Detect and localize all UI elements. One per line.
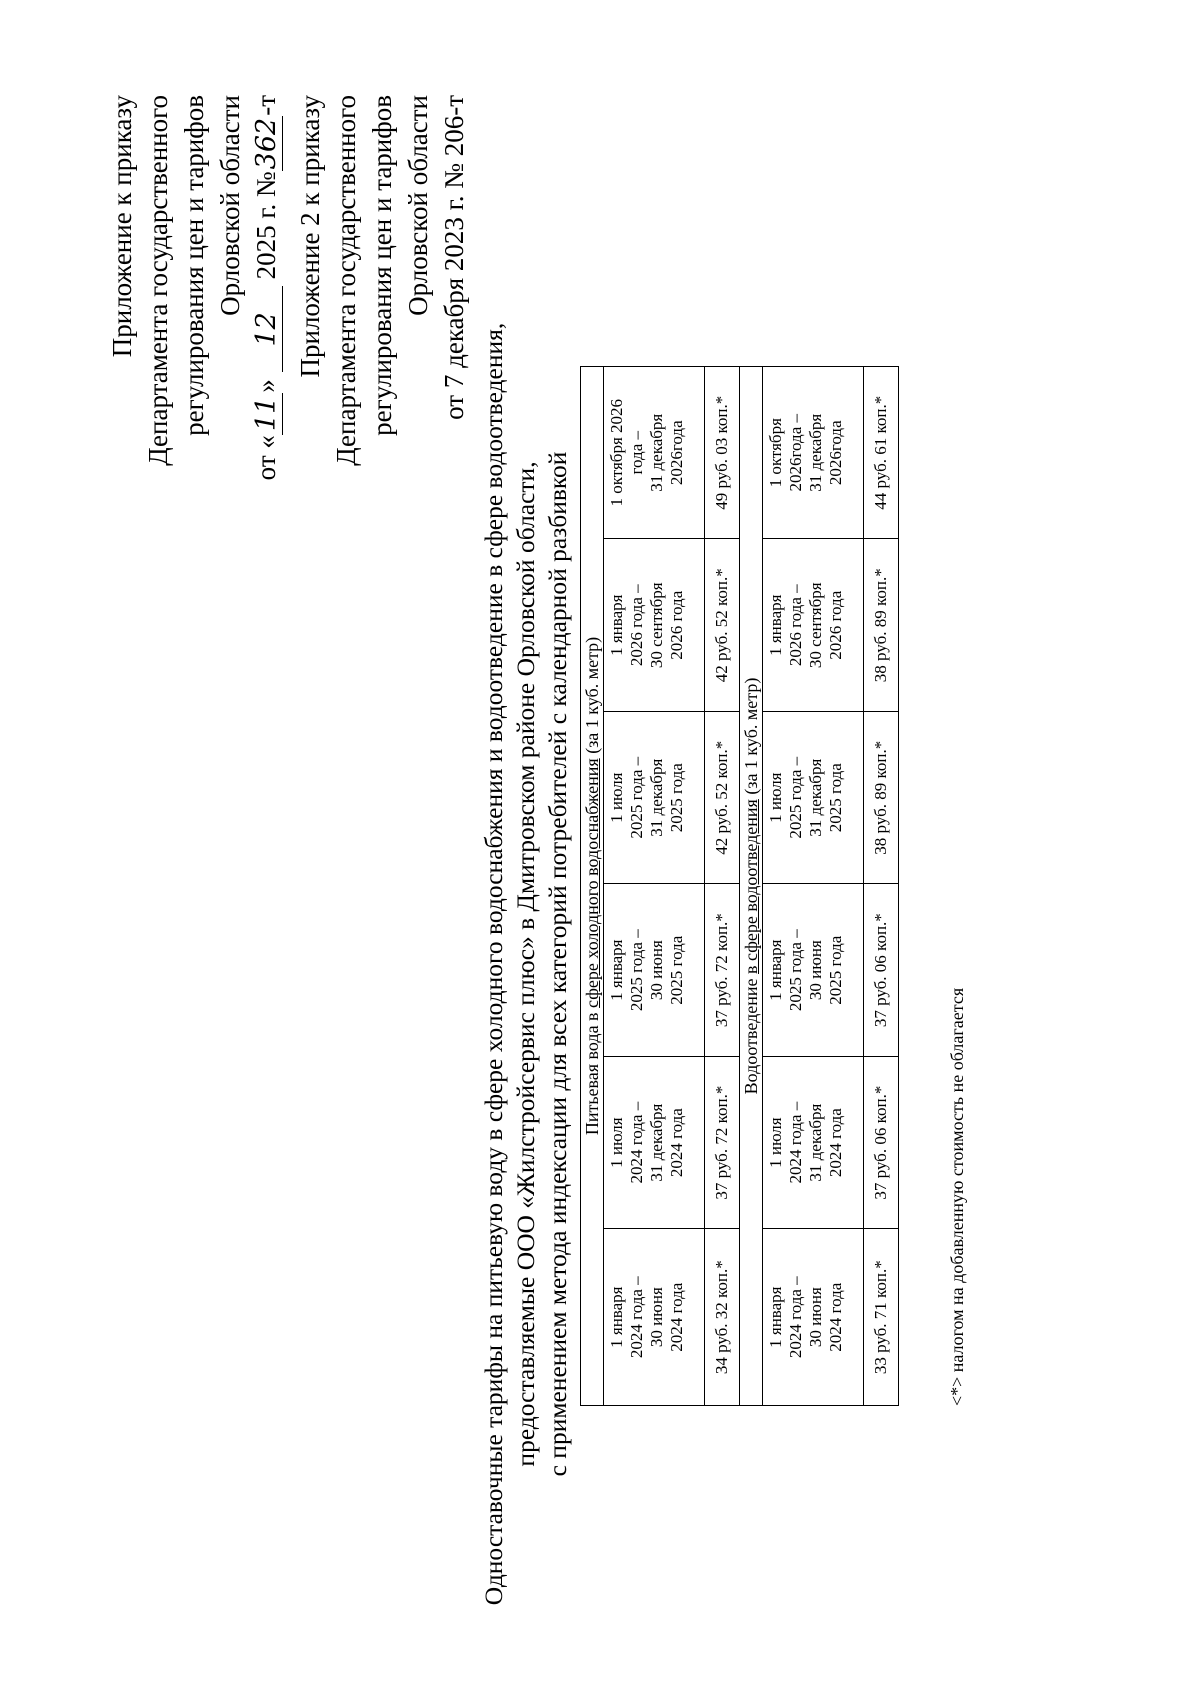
period-cell: 1 января 2025 года – 30 июня 2025 года (604, 884, 705, 1056)
order-year: 2025 г. № (251, 171, 281, 280)
period-cell: 1 июля 2025 года – 31 декабря 2025 года (604, 711, 705, 883)
date-close: » (251, 379, 281, 393)
tariff-value-cell: 34 руб. 32 коп.* (705, 1229, 740, 1406)
handwritten-day: 11 (252, 393, 283, 435)
period-cell: 1 октября 2026 года – 31 декабря 2026года (604, 367, 705, 540)
period-cell: 1 января 2024 года – 30 июня 2024 года (604, 1229, 705, 1406)
tariff-value-cell: 37 руб. 06 коп.* (864, 1056, 899, 1228)
tariff-value-cell: 38 руб. 89 коп.* (864, 711, 899, 883)
region-line: Орловской области (403, 95, 433, 316)
water-section-heading: Питьевая вода в сфере холодного водоснабжения (за 1 куб. метр) (581, 367, 604, 1406)
tariff-value-cell: 33 руб. 71 коп.* (864, 1229, 899, 1406)
appendix-title: Приложение к приказу (107, 95, 137, 358)
tariff-value-cell: 49 руб. 03 коп.* (705, 367, 740, 540)
region-line: Орловской области (215, 95, 245, 316)
tariff-value-cell: 42 руб. 52 коп.* (705, 711, 740, 883)
date-prefix: от « (251, 435, 281, 481)
vat-footnote: <*> налогом на добавленную стоимость не облагается (947, 987, 967, 1406)
order-date-line (248, 95, 284, 480)
tariff-table (580, 366, 899, 1406)
order-date-line: от 7 декабря 2023 г. № 206-т (439, 95, 469, 420)
period-cell: 1 июля 2024 года – 31 декабря 2024 года (763, 1056, 864, 1228)
section-header-row (740, 367, 763, 1406)
appendix-header-current (104, 95, 284, 480)
tariff-value-cell: 42 руб. 52 коп.* (705, 539, 740, 711)
period-cell: 1 июля 2025 года – 31 декабря 2025 года (763, 711, 864, 883)
tariff-value-cell: 37 руб. 72 коп.* (705, 1056, 740, 1228)
period-cell: 1 января 2024 года – 30 июня 2024 года (763, 1229, 864, 1406)
period-cell: 1 января 2026 года – 30 сентября 2026 года (604, 539, 705, 711)
title-line: Одноставочные тарифы на питьевую воду в сфере холодного водоснабжения и водоотведение в сфере водоотведения, (479, 322, 508, 1606)
period-cell: 1 января 2026 года – 30 сентября 2026 года (763, 539, 864, 711)
section-header-row (581, 367, 604, 1406)
handwritten-month: 12 (252, 286, 283, 372)
tariff-value-cell: 44 руб. 61 коп.* (864, 367, 899, 540)
department-line: Департамента государственного (143, 95, 173, 466)
department-line: регулирования цен и тарифов (179, 95, 209, 436)
period-cell: 1 июля 2024 года – 31 декабря 2024 года (604, 1056, 705, 1228)
period-cell: 1 октября 2026года – 31 декабря 2026года (763, 367, 864, 540)
period-row (763, 367, 864, 1406)
tariff-value-row (705, 367, 740, 1406)
document-title (478, 314, 574, 1614)
title-line: с применением метода индексации для всех категорий потребителей с календарной разбивкой (543, 451, 572, 1477)
period-cell: 1 января 2025 года – 30 июня 2025 года (763, 884, 864, 1056)
title-line: предоставляемые ООО «Жилстройсервис плюс» в Дмитровском районе Орловской области, (511, 461, 540, 1467)
department-line: регулирования цен и тарифов (367, 95, 397, 436)
tariff-value-row (864, 367, 899, 1406)
department-line: Департамента государственного (331, 95, 361, 466)
tariff-value-cell: 37 руб. 72 коп.* (705, 884, 740, 1056)
appendix-header-previous (292, 95, 472, 466)
period-row (604, 367, 705, 1406)
handwritten-order-number: 362 (251, 117, 282, 170)
appendix-title: Приложение 2 к приказу (295, 95, 325, 378)
tariff-value-cell: 38 руб. 89 коп.* (864, 539, 899, 711)
order-number-suffix: -т (251, 95, 281, 116)
sewage-section-heading: Водоотведение в сфере водоотведения (за 1 куб. метр) (740, 367, 763, 1406)
tariff-value-cell: 37 руб. 06 коп.* (864, 884, 899, 1056)
